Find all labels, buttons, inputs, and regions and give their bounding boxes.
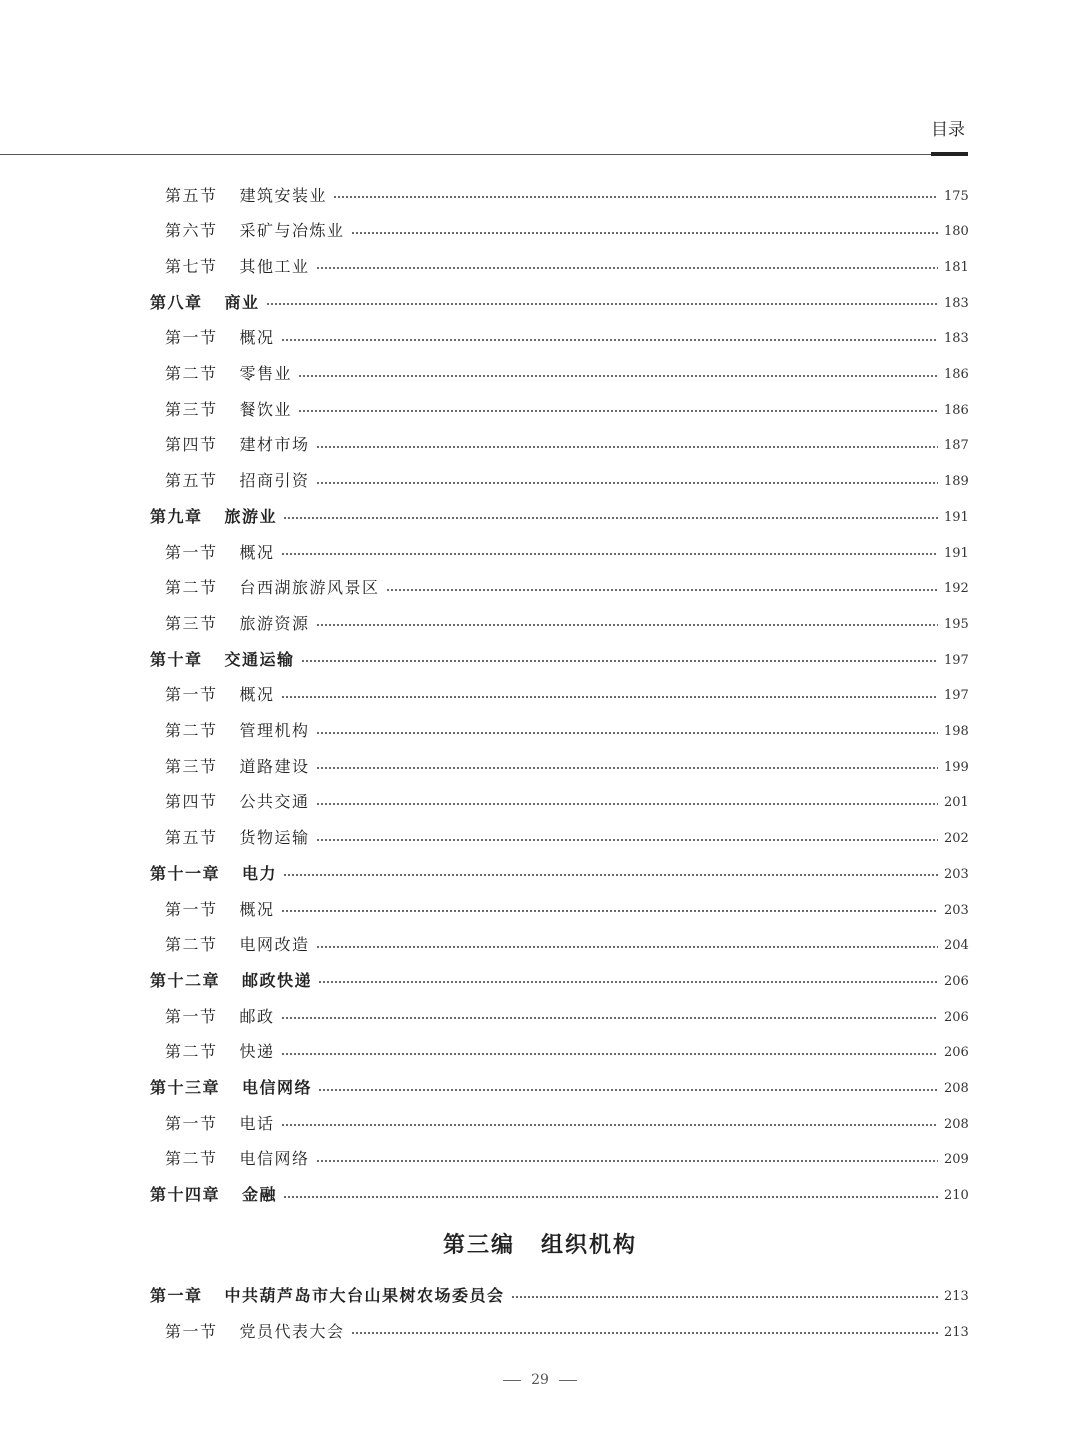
dot-leader [283,874,938,876]
toc-entry-title: 交通运输 [224,649,295,669]
page-footer [0,1372,1080,1388]
toc-entry-title: 餐饮业 [239,399,293,419]
toc-entry-title: 概况 [239,685,275,705]
toc-entry-page-number: 206 [944,1009,969,1025]
toc-chapter-entry[interactable] [150,284,968,318]
toc-entry-title: 公共交通 [239,792,310,812]
toc-entry-title: 管理机构 [239,721,310,740]
toc-entry-page-number: 187 [944,438,969,454]
toc-entry-title: 概况 [239,899,275,919]
toc-entry-label: 第一节 [165,328,218,348]
toc-entry-title: 邮政 [239,1006,275,1026]
toc-entry-label: 第八章 [150,292,203,312]
dot-leader [281,910,938,912]
toc-section-entry[interactable] [165,391,968,425]
dot-leader [266,303,938,305]
toc-section-entry[interactable] [165,320,968,354]
dot-leader [333,196,938,198]
toc-entry-title: 建筑安装业 [239,185,328,205]
dot-leader [318,981,938,983]
toc-chapter-entry[interactable] [150,1177,968,1211]
dot-leader [281,339,938,341]
dot-leader [283,1196,938,1198]
toc-entry-page-number: 213 [944,1288,969,1304]
toc-entry-title: 电网改造 [239,935,310,955]
toc-entry-page-number: 175 [944,188,969,204]
dot-leader [386,589,938,591]
toc-entry-page-number: 208 [944,1116,969,1132]
dot-leader [351,232,938,234]
toc-entry-title: 货物运输 [239,828,310,848]
dot-leader [281,553,938,555]
toc-entry-title: 台西湖旅游风景区 [239,578,380,598]
toc-entry-label: 第三节 [165,399,218,419]
toc-entry-page-number: 201 [944,795,969,811]
dot-leader [316,803,938,805]
part-heading-label: 第三编 [442,1233,515,1258]
toc-entry-label: 第十二章 [150,970,221,990]
toc-entry-label: 第一节 [165,899,218,919]
toc-entry-label: 第十一章 [150,863,221,883]
toc-entry-label: 第七节 [165,256,218,276]
toc-section-entry[interactable] [165,1105,968,1139]
toc-entry-title: 旅游业 [224,506,278,526]
toc-entry-title: 旅游资源 [239,613,310,633]
toc-entry-label: 第十三章 [150,1078,221,1097]
toc-entry-label: 第二节 [165,1042,218,1062]
toc-entry-label: 第二节 [165,578,218,598]
dot-leader [281,1017,938,1019]
dot-leader [316,1160,938,1162]
dot-leader [511,1296,938,1298]
toc-section-entry[interactable] [165,213,968,247]
toc-entry-label: 第三节 [165,613,218,633]
toc-entry-label: 第一节 [165,1321,218,1341]
toc-entry-page-number: 197 [944,652,969,668]
toc-entry-page-number: 206 [944,973,969,989]
toc-entry-title: 其他工业 [239,256,310,276]
toc-section-entry[interactable] [165,605,968,639]
toc-entry-title: 采矿与冶炼业 [239,221,345,241]
dot-leader [316,767,938,769]
toc-entry-page-number: 192 [944,581,969,597]
toc-chapter-entry[interactable] [150,855,968,889]
toc-entry-page-number: 198 [944,724,969,739]
toc-section-entry[interactable] [165,177,968,211]
toc-section-entry[interactable] [165,748,968,782]
toc-entry-title: 电话 [239,1113,275,1133]
toc-section-entry[interactable] [165,713,968,747]
toc-entry-page-number: 186 [944,367,969,382]
toc-entry-label: 第一节 [165,1006,218,1026]
toc-entry-title: 快递 [239,1042,275,1062]
dot-leader [298,410,938,412]
running-header-title: 目录 [931,120,965,140]
toc-entry-page-number: 203 [944,902,969,918]
toc-chapter-entry[interactable] [150,641,968,675]
footer-dash-right [559,1380,577,1381]
toc-entry-label: 第四节 [165,792,218,812]
toc-section-entry[interactable] [165,570,968,604]
toc-entry-title: 金融 [242,1185,278,1205]
dot-leader [298,375,938,377]
toc-entry-label: 第一节 [165,685,218,705]
toc-entry-title: 电信网络 [239,1149,310,1169]
toc-entry-page-number: 181 [944,259,969,275]
toc-entry-page-number: 183 [944,295,969,311]
toc-entry-title: 道路建设 [239,756,310,776]
dot-leader [316,946,938,948]
toc-chapter-entry[interactable] [150,1070,968,1104]
toc-chapter-entry[interactable] [150,962,968,996]
toc-section-entry[interactable] [165,534,968,568]
toc-section-entry[interactable] [165,784,968,818]
toc-entry-label: 第九章 [150,506,203,526]
toc-entry-page-number: 189 [944,474,969,490]
toc-entry-label: 第六节 [165,221,218,241]
dot-leader [316,839,938,841]
toc-entry-page-number: 203 [944,866,969,882]
dot-leader [283,517,938,519]
toc-entry-title: 中共葫芦岛市大台山果树农场委员会 [224,1285,505,1305]
toc-entry-page-number: 197 [944,688,969,704]
toc-entry-label: 第二节 [165,364,218,383]
toc-section-entry[interactable] [165,891,968,925]
header-rule [0,154,968,155]
toc-entry-page-number: 208 [944,1081,969,1096]
dot-leader [316,482,938,484]
dot-leader [301,660,938,662]
toc-entry-label: 第二节 [165,1149,218,1169]
toc-entry-label: 第五节 [165,185,218,205]
toc-entry-page-number: 180 [944,224,969,240]
dot-leader [318,1089,938,1091]
toc-entry-label: 第一节 [165,1113,218,1133]
dot-leader [316,446,938,448]
dot-leader [316,267,938,269]
part-heading [0,1228,1080,1259]
toc-section-entry[interactable] [165,427,968,461]
toc-entry-label: 第一章 [150,1285,203,1305]
toc-entry-page-number: 204 [944,938,969,954]
toc-entry-label: 第五节 [165,828,218,848]
toc-entry-title: 招商引资 [239,471,310,491]
toc-entry-title: 电力 [242,863,278,883]
toc-section-entry[interactable] [165,463,968,497]
toc-entry-title: 电信网络 [242,1078,313,1097]
toc-section-entry[interactable] [165,356,968,390]
toc-section-entry[interactable] [165,820,968,854]
toc-entry-page-number: 195 [944,616,969,632]
toc-entry-title: 零售业 [239,364,293,383]
toc-entry-title: 商业 [224,292,260,312]
toc-chapter-entry[interactable] [150,1277,968,1311]
dot-leader [281,696,938,698]
toc-section-entry[interactable] [165,998,968,1032]
toc-section-entry[interactable] [165,1141,968,1175]
toc-entry-label: 第一节 [165,542,218,562]
toc-entry-page-number: 199 [944,759,969,775]
toc-entry-label: 第二节 [165,935,218,955]
toc-entry-label: 第四节 [165,435,218,455]
toc-entry-page-number: 186 [944,402,969,418]
toc-chapter-entry[interactable] [150,498,968,532]
toc-entry-title: 邮政快递 [242,970,313,990]
toc-entry-label: 第二节 [165,721,218,740]
dot-leader [316,624,938,626]
toc-entry-label: 第三节 [165,756,218,776]
toc-entry-title: 概况 [239,328,275,348]
toc-section-entry[interactable] [165,1313,968,1347]
toc-entry-page-number: 191 [944,509,969,525]
toc-entry-page-number: 183 [944,331,969,347]
toc-entry-label: 第五节 [165,471,218,491]
toc-entry-title: 建材市场 [239,435,310,455]
dot-leader [316,732,938,734]
header-title-underline [931,152,968,156]
toc-entry-page-number: 206 [944,1045,969,1061]
toc-section-entry[interactable] [165,248,968,282]
page-number: 29 [531,1372,549,1388]
footer-dash-left [503,1380,521,1381]
toc-section-entry[interactable] [165,1034,968,1068]
toc-section-entry[interactable] [165,677,968,711]
toc-entry-page-number: 213 [944,1324,969,1340]
toc-entry-page-number: 202 [944,831,969,847]
toc-entry-label: 第十四章 [150,1185,221,1205]
toc-entry-page-number: 191 [944,545,969,561]
dot-leader [281,1053,938,1055]
toc-entry-page-number: 209 [944,1152,969,1168]
toc-entry-title: 概况 [239,542,275,562]
toc-entry-page-number: 210 [944,1188,969,1204]
dot-leader [351,1332,938,1334]
toc-entry-label: 第十章 [150,649,203,669]
dot-leader [281,1124,938,1126]
toc-entry-title: 党员代表大会 [239,1321,345,1341]
toc-section-entry[interactable] [165,927,968,961]
part-heading-title: 组织机构 [541,1233,638,1258]
